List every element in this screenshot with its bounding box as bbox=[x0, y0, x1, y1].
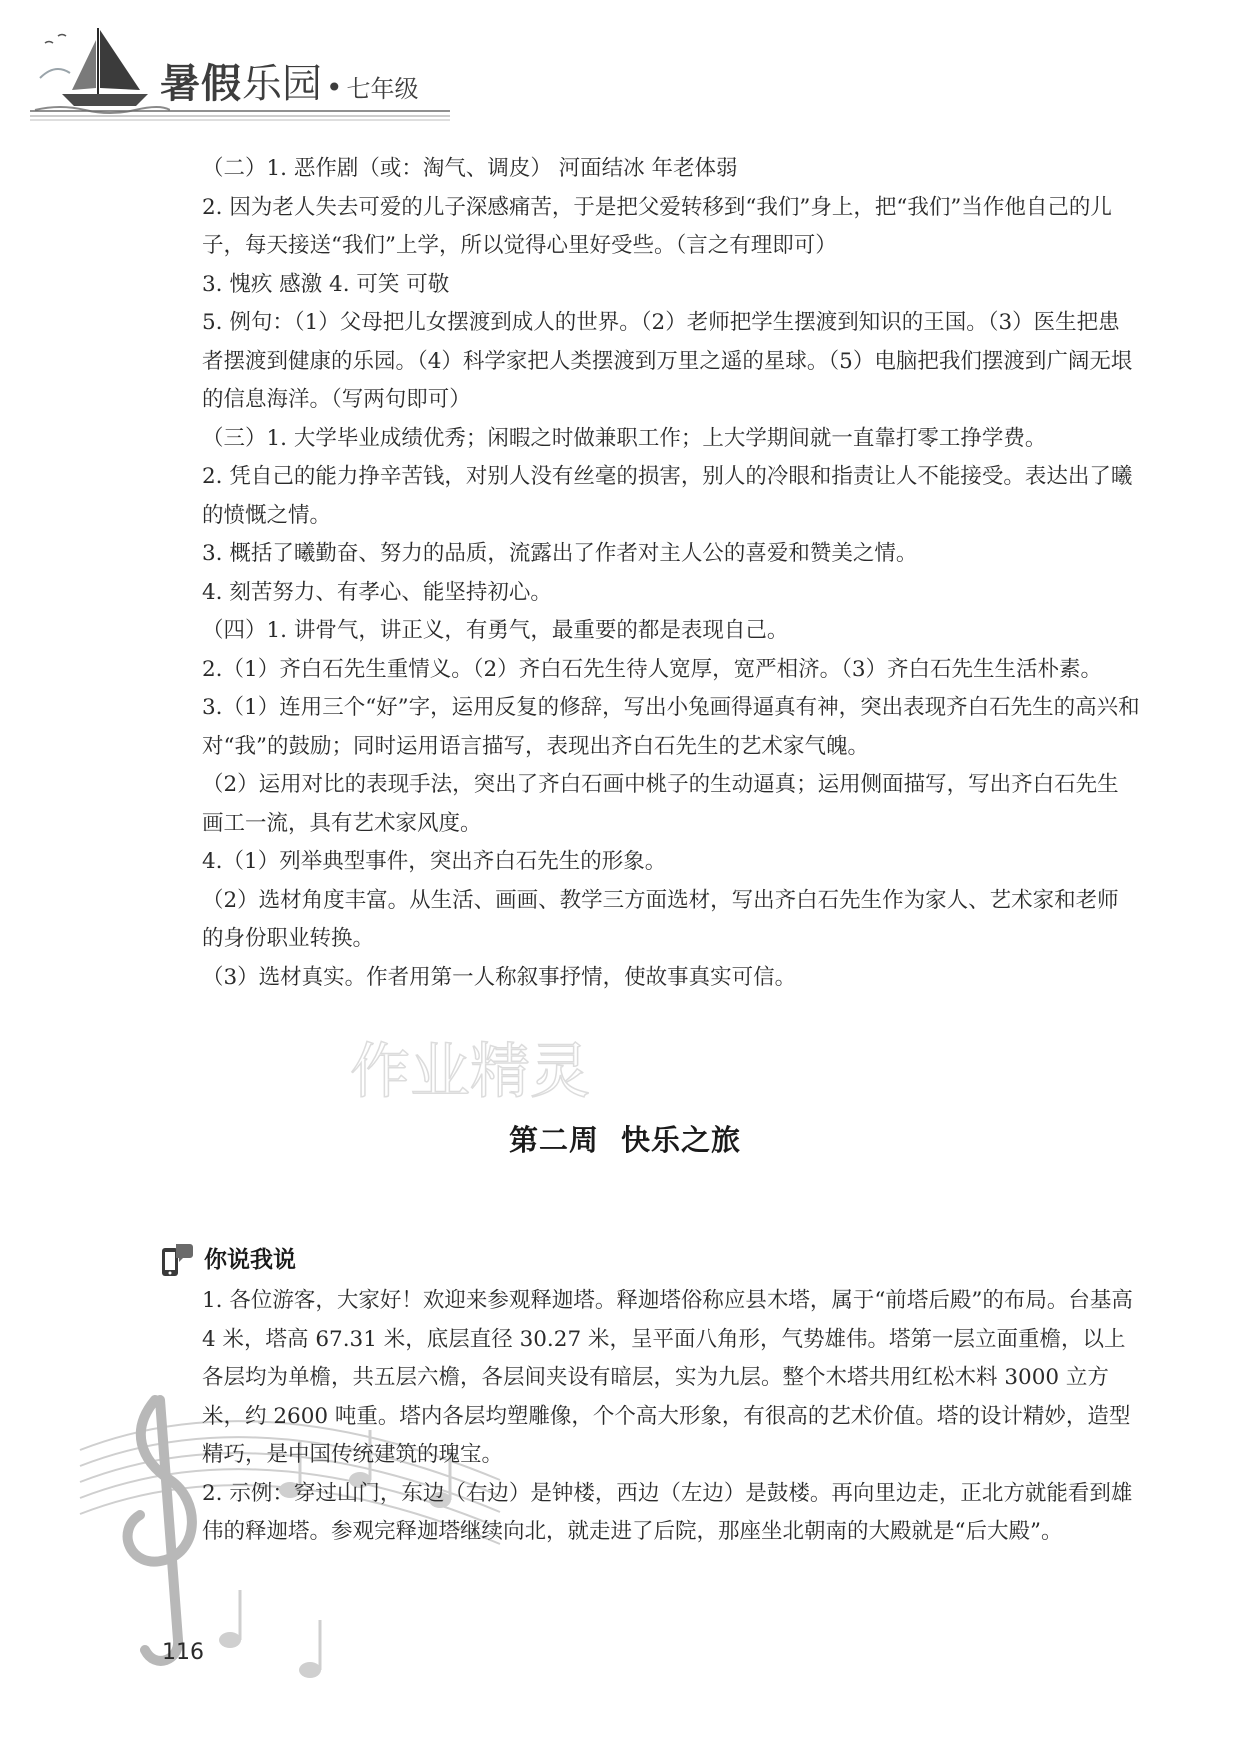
answer-line: （2）运用对比的表现手法，突出了齐白石画中桃子的生动逼真；运用侧面描写，写出齐白石先生画工一流，具有艺术家风度。 bbox=[202, 772, 1119, 836]
sailboat-logo-icon bbox=[30, 18, 170, 118]
answer-line: （四）1. 讲骨气，讲正义，有勇气，最重要的都是表现自己。 bbox=[202, 618, 789, 643]
answer-line: 2. 凭自己的能力挣辛苦钱，对别人没有丝毫的损害，别人的冷眼和指责让人不能接受。表达出了曦的愤慨之情。 bbox=[202, 464, 1133, 528]
answer-line: 5. 例句：（1）父母把儿女摆渡到成人的世界。（2）老师把学生摆渡到知识的王国。（3）医生把患者摆渡到健康的乐园。（4）科学家把人类摆渡到万里之遥的星球。（5）电脑把我们摆渡到广阔无垠的信息海洋。（写两句即可） bbox=[202, 310, 1133, 412]
page-number: 116 bbox=[162, 1640, 204, 1665]
answer-line: 1. 各位游客，大家好！欢迎来参观释迦塔。释迦塔俗称应县木塔，属于“前塔后殿”的布局。台基高 4 米，塔高 67.31 米，底层直径 30.27 米，呈平面八角形，气势雄伟。塔第一层立面重檐，以上各层均为单檐，共五层六檐，各层间夹设有暗层，实为九层。整个木塔共用红松木料 3000 立方米，约 2600 吨重。塔内各层均塑雕像，个个高大形象，有很高的艺术价值。塔的设计精妙，造型精巧，是中国传统建筑的瑰宝。 bbox=[202, 1288, 1133, 1467]
answer-line: 3. 概括了曦勤奋、努力的品质，流露出了作者对主人公的喜爱和赞美之情。 bbox=[202, 541, 918, 566]
answer-line: （三）1. 大学毕业成绩优秀；闲暇之时做兼职工作；上大学期间就一直靠打零工挣学费。 bbox=[202, 425, 1047, 451]
answers-part1 bbox=[202, 150, 1140, 997]
answer-line: （2）选材角度丰富。从生活、画画、教学三方面选材，写出齐白石先生作为家人、艺术家和老师的身份职业转换。 bbox=[202, 887, 1119, 951]
watermark-stamp bbox=[340, 1030, 660, 1110]
week-title bbox=[0, 1118, 1250, 1159]
book-title bbox=[160, 52, 419, 109]
title-dot: • bbox=[326, 71, 343, 104]
svg-text:作业精灵: 作业精灵 bbox=[350, 1037, 590, 1107]
answer-line: 4.（1）列举典型事件，突出齐白石先生的形象。 bbox=[202, 849, 667, 874]
section-label: 你说我说 bbox=[204, 1247, 296, 1273]
week-label: 第二周 bbox=[508, 1123, 599, 1157]
answer-line: 3.（1）连用三个“好”字，运用反复的修辞，写出小兔画得逼真有神，突出表现齐白石先生的高兴和对“我”的鼓励；同时运用语言描写，表现出齐白石先生的艺术家气魄。 bbox=[202, 695, 1140, 759]
answer-line: （二）1. 恶作剧（或：淘气、调皮） 河面结冰 年老体弱 bbox=[202, 156, 738, 181]
answer-line: （3）选材真实。作者用第一人称叙事抒情，使故事真实可信。 bbox=[202, 964, 797, 990]
answer-line: 2. 因为老人失去可爱的儿子深感痛苦，于是把父爱转移到“我们”身上，把“我们”当作他自己的儿子，每天接送“我们”上学，所以觉得心里好受些。（言之有理即可） bbox=[202, 194, 1112, 258]
chat-phone-icon bbox=[160, 1242, 194, 1278]
answer-line: 3. 愧疚 感激 4. 可笑 可敬 bbox=[202, 271, 450, 297]
answer-line: 2.（1）齐白石先生重情义。（2）齐白石先生待人宽厚，宽严相济。（3）齐白石先生生活朴素。 bbox=[202, 656, 1103, 682]
week-theme: 快乐之旅 bbox=[621, 1123, 742, 1157]
answer-line: 2. 示例：穿过山门，东边（右边）是钟楼，西边（左边）是鼓楼。再向里边走，正北方就能看到雄伟的释迦塔。参观完释迦塔继续向北，就走进了后院，那座坐北朝南的大殿就是“后大殿”。 bbox=[202, 1480, 1133, 1544]
title-main: 暑假 bbox=[160, 61, 242, 107]
title-sub: 乐园 bbox=[242, 61, 322, 107]
answer-line: 4. 刻苦努力、有孝心、能坚持初心。 bbox=[202, 579, 552, 605]
header-rule bbox=[30, 108, 450, 122]
page-header bbox=[0, 0, 1250, 130]
answers-part2 bbox=[202, 1282, 1140, 1552]
grade-label: 七年级 bbox=[346, 75, 419, 103]
